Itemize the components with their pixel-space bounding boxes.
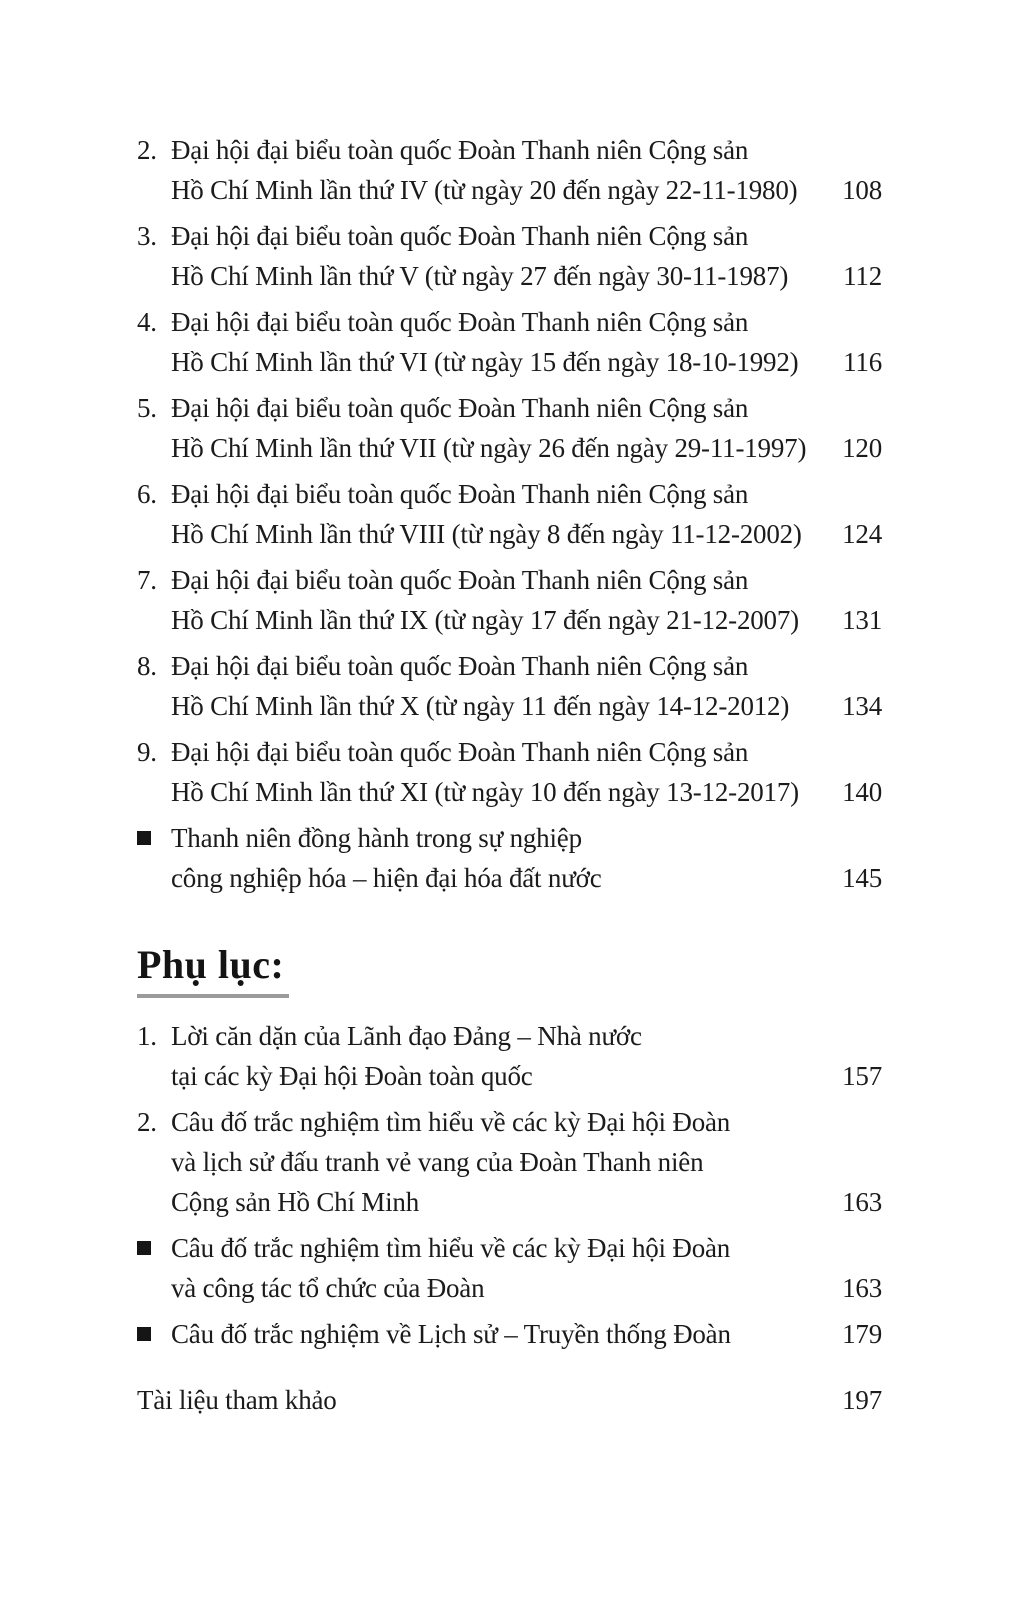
item-line: Đại hội đại biểu toàn quốc Đoàn Thanh niên Cộng sản xyxy=(171,221,749,251)
item-text xyxy=(171,130,882,210)
item-line: Đại hội đại biểu toàn quốc Đoàn Thanh niên Cộng sản xyxy=(171,737,749,767)
item-text xyxy=(171,474,882,554)
item-line: Câu đố trắc nghiệm tìm hiểu về các kỳ Đại hội Đoàn xyxy=(171,1233,731,1263)
appendix-heading-underline xyxy=(137,994,289,998)
item-line: Hồ Chí Minh lần thứ IX (từ ngày 17 đến ngày 21-12-2007) xyxy=(171,605,799,635)
item-line: Đại hội đại biểu toàn quốc Đoàn Thanh niên Cộng sản xyxy=(171,479,749,509)
page-number: 140 xyxy=(842,777,882,807)
references-row xyxy=(137,1380,882,1420)
bullet-square-icon xyxy=(137,831,151,845)
item-text xyxy=(171,1016,882,1096)
page-number: 108 xyxy=(842,175,882,205)
appendix-heading: Phụ lục: xyxy=(137,942,285,987)
references-label: Tài liệu tham khảo xyxy=(137,1385,337,1415)
item-text xyxy=(171,818,882,898)
item-line: Cộng sản Hồ Chí Minh xyxy=(171,1187,420,1217)
page-number: 134 xyxy=(842,691,882,721)
item-text xyxy=(171,646,882,726)
toc-main-list xyxy=(137,130,882,898)
appendix-heading-block xyxy=(137,942,882,998)
toc-item-numbered xyxy=(137,646,882,726)
item-number: 7. xyxy=(137,565,157,595)
item-text xyxy=(171,302,882,382)
toc-item-bullet xyxy=(137,1314,882,1354)
item-text xyxy=(171,560,882,640)
bullet-square-icon xyxy=(137,1327,151,1341)
item-line: Câu đố trắc nghiệm về Lịch sử – Truyền thống Đoàn xyxy=(171,1319,731,1349)
item-line: Hồ Chí Minh lần thứ VI (từ ngày 15 đến ngày 18-10-1992) xyxy=(171,347,799,377)
item-text xyxy=(171,216,882,296)
item-line: Hồ Chí Minh lần thứ VII (từ ngày 26 đến ngày 29-11-1997) xyxy=(171,433,807,463)
toc-item-numbered xyxy=(137,130,882,210)
item-text xyxy=(171,732,882,812)
item-number: 4. xyxy=(137,307,157,337)
page-number: 145 xyxy=(842,863,882,893)
page-number: 120 xyxy=(842,433,882,463)
item-line: Đại hội đại biểu toàn quốc Đoàn Thanh niên Cộng sản xyxy=(171,565,749,595)
page-number: 124 xyxy=(842,519,882,549)
item-number: 6. xyxy=(137,479,157,509)
item-line: và công tác tổ chức của Đoàn xyxy=(171,1273,485,1303)
item-text xyxy=(171,1102,882,1222)
item-line: Hồ Chí Minh lần thứ VIII (từ ngày 8 đến ngày 11-12-2002) xyxy=(171,519,802,549)
toc-item-numbered xyxy=(137,216,882,296)
page-number: 179 xyxy=(842,1319,882,1349)
item-line: công nghiệp hóa – hiện đại hóa đất nước xyxy=(171,863,602,893)
bullet-square-icon xyxy=(137,1241,151,1255)
item-line: Câu đố trắc nghiệm tìm hiểu về các kỳ Đại hội Đoàn xyxy=(171,1107,731,1137)
toc-item-bullet xyxy=(137,1228,882,1308)
item-number: 5. xyxy=(137,393,157,423)
item-line: Hồ Chí Minh lần thứ V (từ ngày 27 đến ngày 30-11-1987) xyxy=(171,261,789,291)
item-line: Đại hội đại biểu toàn quốc Đoàn Thanh niên Cộng sản xyxy=(171,307,749,337)
item-line: Hồ Chí Minh lần thứ XI (từ ngày 10 đến ngày 13-12-2017) xyxy=(171,777,799,807)
references-page-number: 197 xyxy=(842,1385,882,1415)
item-line: Hồ Chí Minh lần thứ IV (từ ngày 20 đến ngày 22-11-1980) xyxy=(171,175,798,205)
bullet-square-icon xyxy=(137,1314,171,1354)
item-line: tại các kỳ Đại hội Đoàn toàn quốc xyxy=(171,1061,533,1091)
page-number: 131 xyxy=(842,605,882,635)
toc-item-numbered xyxy=(137,732,882,812)
item-number: 3. xyxy=(137,221,157,251)
page-number: 163 xyxy=(842,1273,882,1303)
item-text xyxy=(171,1314,882,1354)
item-line: và lịch sử đấu tranh vẻ vang của Đoàn Thanh niên xyxy=(171,1147,704,1177)
toc-item-bullet xyxy=(137,818,882,898)
page-number: 112 xyxy=(843,261,882,291)
toc-item-numbered xyxy=(137,560,882,640)
item-line: Lời căn dặn của Lãnh đạo Đảng – Nhà nước xyxy=(171,1021,642,1051)
page-number: 116 xyxy=(843,347,882,377)
toc-item-numbered xyxy=(137,474,882,554)
item-line: Đại hội đại biểu toàn quốc Đoàn Thanh niên Cộng sản xyxy=(171,651,749,681)
item-line: Thanh niên đồng hành trong sự nghiệp xyxy=(171,823,582,853)
toc-item-numbered xyxy=(137,388,882,468)
item-number: 9. xyxy=(137,737,157,767)
item-text xyxy=(171,388,882,468)
page-number: 163 xyxy=(842,1187,882,1217)
toc-item-numbered xyxy=(137,1102,882,1222)
toc-item-numbered xyxy=(137,302,882,382)
item-line: Hồ Chí Minh lần thứ X (từ ngày 11 đến ngày 14-12-2012) xyxy=(171,691,790,721)
toc-item-numbered xyxy=(137,1016,882,1096)
item-number: 8. xyxy=(137,651,157,681)
appendix-list xyxy=(137,1016,882,1354)
bullet-square-icon xyxy=(137,818,171,898)
item-line: Đại hội đại biểu toàn quốc Đoàn Thanh niên Cộng sản xyxy=(171,393,749,423)
item-text xyxy=(171,1228,882,1308)
item-number: 2. xyxy=(137,135,157,165)
item-number: 2. xyxy=(137,1107,157,1137)
item-number: 1. xyxy=(137,1021,157,1051)
bullet-square-icon xyxy=(137,1228,171,1308)
item-line: Đại hội đại biểu toàn quốc Đoàn Thanh niên Cộng sản xyxy=(171,135,749,165)
page-number: 157 xyxy=(842,1061,882,1091)
